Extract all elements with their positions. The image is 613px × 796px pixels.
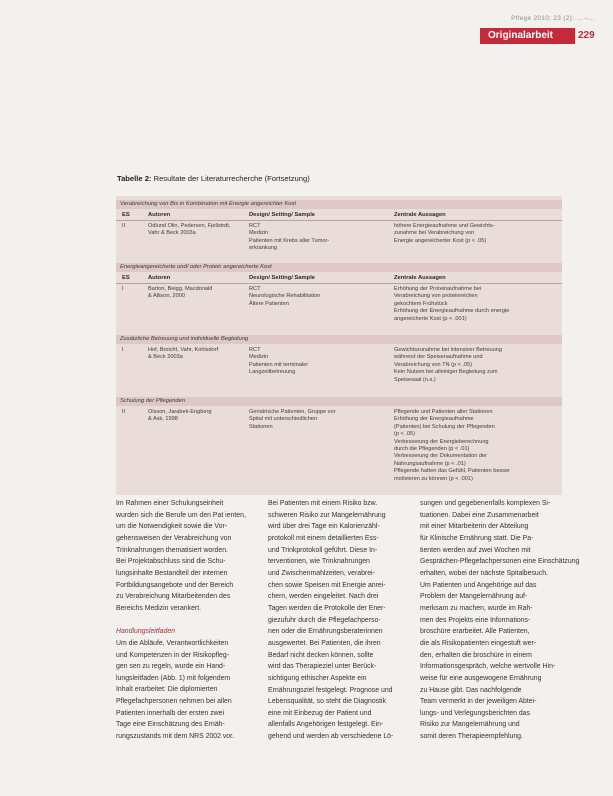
table-column-header: Design/ Setting/ Sample	[249, 275, 316, 281]
page-number: 229	[578, 30, 595, 41]
text-line: den, erhalten die broschüre in einem	[420, 651, 532, 659]
table-title	[117, 174, 310, 183]
table-cell-line: & Ask, 1998	[148, 416, 178, 423]
table-cell-line: Verbesserung der Energieberechnung	[394, 438, 489, 445]
table-cell-line: während der Speisenaufnahme und	[394, 354, 483, 361]
text-line: chern, werden eingeleitet. Nach drei	[268, 593, 379, 601]
table-cell-line: (p < .05)	[394, 431, 415, 438]
table-cell-design	[249, 223, 329, 253]
table-cell-findings	[394, 286, 509, 323]
table-evidence-level: II	[122, 223, 126, 229]
table-cell-authors	[148, 409, 211, 424]
table-cell-line: Speisesaal (n.s.)	[394, 376, 436, 383]
paragraph-gap	[116, 615, 256, 627]
table-cell-findings	[394, 223, 494, 245]
table-column-header: ES	[122, 275, 130, 281]
text-line: Pflegefachpersonen nehmen bei allen	[116, 698, 232, 706]
table-column-header: Autoren	[148, 212, 171, 218]
table-cell-line: höhere Energieaufnahme und Gewichts-	[394, 223, 495, 229]
text-line: weise für eine ausgewogene Ernährung	[420, 674, 542, 682]
text-line: gehend und werden ab verschiedene Lö-	[268, 733, 394, 741]
text-line: sungen und gegebenenfalls komplexen Si-	[420, 500, 551, 507]
table-title-label: Tabelle 2:	[117, 174, 152, 183]
text-line: Trinknahrungen thematisiert worden.	[116, 546, 228, 554]
table-cell-line: gekochtem Frühstück	[394, 300, 448, 307]
text-line: wurden sich die Berufe um den Pat ienten,	[116, 511, 246, 519]
text-line: tuationen. Dabei eine Zusammenarbeit	[420, 511, 539, 519]
text-line: gen sen zu regeln, wurde ein Hand-	[116, 663, 226, 671]
text-line: Lebensqualität, so steht die Diagnostik	[268, 698, 386, 706]
table-column-header: Design/ Setting/ Sample	[249, 212, 316, 218]
table-group-title: Energieangereicherte und/ oder Protein angereicherte Kost	[120, 264, 272, 270]
text-line: merksam zu machen, wurde im Rah-	[420, 604, 533, 612]
table-title-text: Resultate der Literaturrecherche (Fortsetzung)	[151, 174, 310, 183]
text-line: rungszustands mit dem NRS 2002 vor.	[116, 733, 234, 741]
text-line: Bedarf nicht decken können, sollte	[268, 651, 374, 659]
table-column-header: ES	[122, 212, 130, 218]
table-group-title: Zusätzliche Betreuung und individuelle Begleitung	[120, 336, 249, 342]
text-line: mit einer Mitarbeiterin der Abteilung	[420, 523, 529, 531]
table-cell-design	[249, 347, 308, 377]
text-line: Patienten innerhalb der ersten zwei	[116, 709, 225, 717]
table-cell-line: Verabreichung von TN (p < .05)	[394, 361, 473, 368]
text-line: Um die Abläufe, Verantwortlichkeiten	[116, 639, 229, 647]
text-line: gehensweisen der Verabreichung von	[116, 534, 232, 542]
text-line: Um Patienten und Angehörige auf das	[420, 581, 537, 589]
table-header-rule	[116, 283, 562, 284]
text-line: protokoll mit einem detaillierten Ess-	[268, 534, 379, 542]
text-line: Informationsgespräch, welche wertvolle Hin-	[420, 663, 556, 671]
table-cell-line: RCT	[249, 286, 261, 292]
text-line: und Kompetenzen in der Risikopfleg-	[116, 651, 229, 659]
text-line: und Trinkprotokoll geführt. Diese In-	[268, 546, 378, 554]
table-cell-line: Ältere Patienten	[249, 300, 289, 307]
text-line: Ernährungsziel festgelegt. Prognose und	[268, 686, 393, 694]
text-line: und Zwischenmahlzeiten, verabrei-	[268, 569, 375, 577]
table-cell-line: Erhöhung der Energieaufnahme	[394, 416, 474, 423]
text-line: Im Rahmen einer Schulungseinheit	[116, 500, 224, 507]
table-cell-line: Odlund Olin, Pedersen, Fjellstrdt,	[148, 223, 231, 229]
table-cell-line: Pflegende und Patienten aller Stationen	[394, 409, 493, 415]
table-cell-authors	[148, 223, 230, 238]
table-evidence-level: I	[122, 347, 124, 353]
table-cell-line: Olsson, Jarabek-Engberg	[148, 409, 212, 415]
text-line: Bereichs Medizin verankert.	[116, 604, 202, 612]
text-line: allenfalls Angehörigen festgelegt. Ein-	[268, 721, 384, 729]
text-line: tienten werden auf zwei Wochen mit	[420, 546, 531, 554]
text-line: zu Verabreichung Mitarbeitenden des	[116, 593, 231, 601]
table-cell-authors	[148, 347, 218, 362]
table-cell-line: RCT	[249, 223, 261, 229]
text-line: giezufuhr durch die Pflegefachperso-	[268, 616, 381, 624]
table-evidence-level: I	[122, 286, 124, 292]
table-cell-line: Langzeitbetreuung	[249, 369, 296, 376]
table-cell-findings	[394, 409, 510, 483]
journal-reference: Pflege 2010; 23 (2): ... –...	[511, 15, 595, 22]
text-line: zu Hause gibt. Das nachfolgende	[420, 686, 522, 694]
text-line: erhalten, wobei der nächste Spitalbesuch.	[420, 569, 548, 577]
text-column-2	[268, 498, 408, 743]
table-evidence-level: II	[122, 409, 126, 415]
table-cell-line: Patienten mit terminaler	[249, 361, 309, 368]
table-cell-line: erkrankung	[249, 245, 277, 252]
table-cell-line: Stationen	[249, 423, 273, 430]
table-column-header: Zentrale Aussagen	[394, 212, 446, 218]
table-cell-line: Nahrungsaufnahme (p < .01)	[394, 460, 466, 467]
table-cell-line: zunahme bei Verabreichung von	[394, 230, 475, 237]
section-label: Originalarbeit	[488, 30, 554, 41]
table-cell-line: Patienten mit Krebs aller Tumor-	[249, 237, 330, 244]
table-cell-findings	[394, 347, 502, 384]
text-line: somit deren Therapieempfehlung.	[420, 733, 523, 741]
text-line: Risiko zur Mangelernährung und	[420, 721, 520, 729]
text-line: Gesprächen-Pflegefachpersonen eine Einschätzung	[420, 558, 580, 566]
text-line: men des Projekts eine Informations-	[420, 616, 531, 624]
table-cell-line: durch die Pflegenden (p < .01)	[394, 446, 470, 453]
table-cell-line: Medizin	[249, 354, 269, 361]
table-cell-line: & Allison, 2000	[148, 293, 186, 300]
table-cell-line: & Beck 2003a	[148, 354, 183, 361]
text-line: Fortbildungsangebote und der Bereich	[116, 581, 234, 589]
text-line: sichtigung ethischer Aspekte ein	[268, 674, 367, 682]
text-line: wird über drei Tage ein Kalorienzähl-	[268, 523, 380, 531]
results-table	[116, 196, 562, 495]
text-line: ausgewertet. Bei Patienten, die ihren	[268, 639, 381, 647]
table-cell-line: Pflegende hatten das Gefühl, Patienten besser	[394, 468, 510, 475]
text-line: Problem der Mangelernährung auf-	[420, 593, 528, 601]
text-line: Tagen werden die Protokolle der Ener-	[268, 604, 386, 612]
table-cell-line: Hof, Broicht, Vahr, Kohlsdorf	[148, 347, 219, 353]
text-line: nen oder die Ernährungsberaterinnen	[268, 628, 383, 636]
text-column-1	[116, 498, 256, 743]
table-cell-line: Medizin	[249, 230, 269, 237]
table-column-header: Autoren	[148, 275, 171, 281]
table-cell-line: Vahr & Beck 2003a	[148, 230, 196, 237]
table-cell-line: Erhöhung der Energieaufnahme durch energie	[394, 308, 510, 315]
text-line: Inhalt erarbeitet: Die diplomierten	[116, 686, 218, 694]
table-cell-line: Neurologische Rehabilitation	[249, 293, 321, 300]
table-cell-line: RCT	[249, 347, 261, 353]
table-cell-line: (Patienten) bei Schulung der Pflegenden	[394, 423, 495, 430]
text-line: Team vermerkt in der jeweiligen Abtei-	[420, 698, 537, 706]
table-cell-design	[249, 409, 335, 431]
text-line: Bei Patienten mit einem Risiko bzw.	[268, 500, 378, 507]
table-group-title: Schulung der Pflegenden	[120, 398, 186, 404]
text-line: eine mit Einbezug der Patient und	[268, 709, 372, 717]
section-heading: Handlungsleitfaden	[116, 628, 175, 636]
table-cell-line: Geriatrische Patienten, Gruppe vor	[249, 409, 336, 415]
text-line: schweren Risiko zur Mangelernährung	[268, 511, 386, 519]
text-line: lungsleitfaden (Abb. 1) mit folgendem	[116, 674, 231, 682]
table-cell-line: Gewichtszunahme bei intensiver Betreuung	[394, 347, 502, 353]
text-line: chen sowie Speisen mit Energie anrei-	[268, 581, 386, 589]
text-line: Bei Projektabschluss sind die Schu-	[116, 558, 226, 566]
text-line: broschüre erarbeitet. Alle Patienten,	[420, 628, 530, 636]
table-cell-line: Verbesserung der Dokumentation der	[394, 453, 487, 460]
table-group-title: Verabreichung von Bis in Kombination mit Energie angereichter Kost	[120, 201, 297, 207]
table-cell-line: Barton, Beigg, Macdonald	[148, 286, 213, 292]
text-line: Tage eine Einschätzung des Ernäh-	[116, 721, 225, 729]
text-line: lungs- und Verlegungsberichten das	[420, 709, 530, 717]
table-cell-design	[249, 286, 320, 308]
table-cell-authors	[148, 286, 212, 301]
text-line: um die Notwendigkeit sowie die Vor-	[116, 523, 228, 531]
text-line: lungsinhalte Bestandteil der internen	[116, 569, 228, 577]
table-header-rule	[116, 220, 562, 221]
table-cell-line: Spital mit unterschiedlichen	[249, 416, 318, 423]
text-column-3	[420, 498, 580, 743]
text-line: terventionen, wie Trinknahrungen	[268, 558, 370, 566]
table-cell-line: angereicherte Kost (p < .001)	[394, 315, 467, 322]
table-cell-line: Verabreichung von proteinreichen	[394, 293, 478, 300]
text-line: für Klinische Ernährung statt. Die Pa-	[420, 534, 534, 542]
table-cell-line: Erhöhung der Proteinaufnahme bei	[394, 286, 482, 292]
table-cell-line: Kein Nutzen bei alleiniger Begleitung zum	[394, 369, 498, 376]
table-cell-line: motivieren zu können (p < .001)	[394, 475, 473, 482]
table-column-header: Zentrale Aussagen	[394, 275, 446, 281]
table-cell-line: Energie angereicherter Kost (p < .05)	[394, 237, 487, 244]
text-line: die als Risikopatienten eingestuft wer-	[420, 639, 537, 647]
text-line: wird das Therapieziel unter Berück-	[268, 663, 377, 671]
